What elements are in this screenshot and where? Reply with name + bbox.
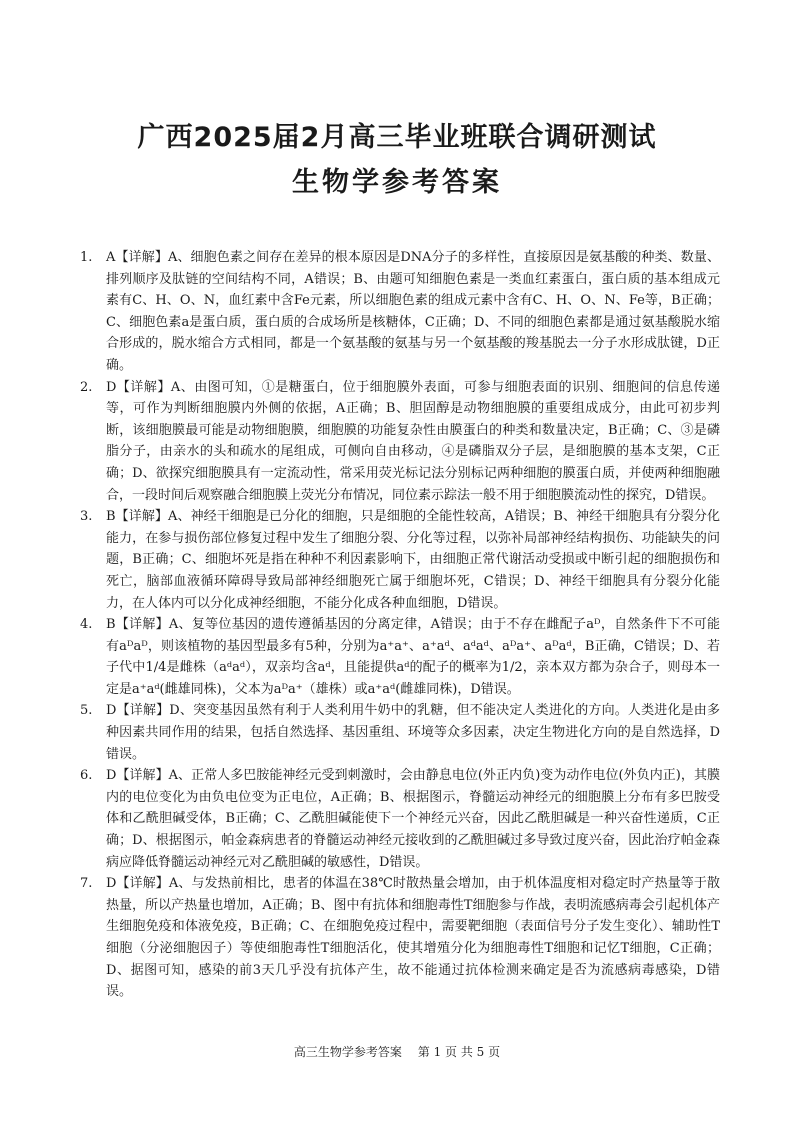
answer-item-7 <box>80 873 720 1003</box>
document-title: 广西2025届2月高三毕业班联合调研测试 <box>137 122 657 153</box>
answer-item-1 <box>80 247 720 377</box>
answer-number: 6. <box>80 768 93 784</box>
answer-number: 1. <box>80 250 93 265</box>
answer-number: 4. <box>80 617 93 633</box>
answer-number: 2. <box>80 379 93 395</box>
answer-number: 7. <box>80 876 93 892</box>
answer-list <box>80 247 720 1003</box>
answer-item-6 <box>80 765 720 873</box>
answer-text: B【详解】A、神经干细胞是已分化的细胞，只是细胞的全能性较高，A错误；B、神经干细胞具有分裂分化能力，在参与损伤部位修复过程中发生了细胞分裂、分化等过程，以弥补局部神经结构损伤、功能缺失的问题，B正确；C、细胞坏死是指在种种不利因素影响下，由细胞正常代谢活动受损或中断引起的细胞损伤和死亡，脑部血液循环障碍导致局部神经细胞死亡属于细胞坏死，C错误；D、神经干细胞具有分裂分化能力，在人体内可以分化成神经细胞，不能分化成各种血细胞，D错误。 <box>106 509 720 611</box>
document-subtitle: 生物学参考答案 <box>292 167 502 198</box>
answer-number: 3. <box>80 509 93 525</box>
page-footer <box>0 1043 794 1060</box>
answer-text: D【详解】A、正常人多巴胺能神经元受到刺激时，会由静息电位(外正内负)变为动作电位(外负内正)，其膜内的电位变化为由负电位变为正电位，A正确；B、根据图示，脊髓运动神经元的细胞膜上分布有多巴胺受体和乙酰胆碱受体，B正确；C、乙酰胆碱能使下一个神经元兴奋，因此乙酰胆碱是一种兴奋性递质，C正确；D、根据图示，帕金森病患者的脊髓运动神经元接收到的乙酰胆碱过多导致过度兴奋，因此治疗帕金森病应降低脊髓运动神经元对乙酰胆碱的敏感性，D错误。 <box>106 768 720 870</box>
answer-item-4 <box>80 614 720 700</box>
answer-item-2 <box>80 377 720 507</box>
footer-page-info: 第 1 页 共 5 页 <box>417 1045 501 1059</box>
answer-text: D【详解】A、由图可知，①是糖蛋白，位于细胞膜外表面，可参与细胞表面的识别、细胞间的信息传递等，可作为判断细胞膜内外侧的依据，A正确；B、胆固醇是动物细胞膜的重要组成成分，由此可初步判断，该细胞膜最可能是动物细胞膜，细胞膜的功能复杂性由膜蛋白的种类和数量决定，B正确；C、③是磷脂分子，由亲水的头和疏水的尾组成，可侧向自由移动，④是磷脂双分子层，是细胞膜的基本支架，C正确；D、欲探究细胞膜具有一定流动性，常采用荧光标记法分别标记两种细胞的膜蛋白质，并使两种细胞融合，一段时间后观察融合细胞膜上荧光分布情况，同位素示踪法一般不用于细胞膜流动性的探究，D错误。 <box>106 379 720 503</box>
answer-number: 5. <box>80 703 93 719</box>
answer-text: D【详解】A、与发热前相比，患者的体温在38℃时散热量会增加，由于机体温度相对稳定时产热量等于散热量，所以产热量也增加，A正确；B、图中有抗体和细胞毒性T细胞参与作战，表明流感病毒会引起机体产生细胞免疫和体液免疫，B正确；C、在细胞免疫过程中，需要靶细胞（表面信号分子发生变化）、辅助性T细胞（分泌细胞因子）等使细胞毒性T细胞活化，使其增殖分化为细胞毒性T细胞和记忆T细胞，C正确；D、据图可知，感染的前3天几乎没有抗体产生，故不能通过抗体检测来确定是否为流感病毒感染，D错误。 <box>106 876 720 1000</box>
answer-text: D【详解】D、突变基因虽然有利于人类利用牛奶中的乳糖，但不能决定人类进化的方向。人类进化是由多种因素共同作用的结果，包括自然选择、基因重组、环境等众多因素，决定生物进化方向的是自然选择，D错误。 <box>106 703 720 762</box>
footer-doc-name: 高三生物学参考答案 <box>293 1045 402 1059</box>
answer-text: A【详解】A、细胞色素之间存在差异的根本原因是DNA分子的多样性，直接原因是氨基酸的种类、数量、排列顺序及肽链的空间结构不同，A错误；B、由题可知细胞色素是一类血红素蛋白，蛋白质的基本组成元素有C、H、O、N，血红素中含Fe元素，所以细胞色素的组成元素中含有C、H、O、N、Fe等，B正确；C、细胞色素a是蛋白质，蛋白质的合成场所是核糖体，C正确；D、不同的细胞色素都是通过氨基酸脱水缩合形成的，脱水缩合方式相同，都是一个氨基酸的氨基与另一个氨基酸的羧基脱去一分子水形成肽键，D正确。 <box>106 250 720 373</box>
answer-item-5 <box>80 700 720 765</box>
answer-item-3 <box>80 506 720 614</box>
answer-text: B【详解】A、复等位基因的遗传遵循基因的分离定律，A错误；由于不存在雌配子aᴰ，自然条件下不可能有aᴰaᴰ，则该植物的基因型最多有5种，分别为a⁺a⁺、a⁺aᵈ、aᵈaᵈ、aᴰa⁺、aᴰaᵈ，B正确，C错误；D、若子代中1/4是雌株（aᵈaᵈ），双亲均含aᵈ，且能提供aᵈ的配子的概率为1/2，亲本双方都为杂合子，则母本一定是a⁺aᵈ(雌雄同株)，父本为aᴰa⁺（雄株）或a⁺aᵈ(雌雄同株)，D错误。 <box>106 617 720 697</box>
